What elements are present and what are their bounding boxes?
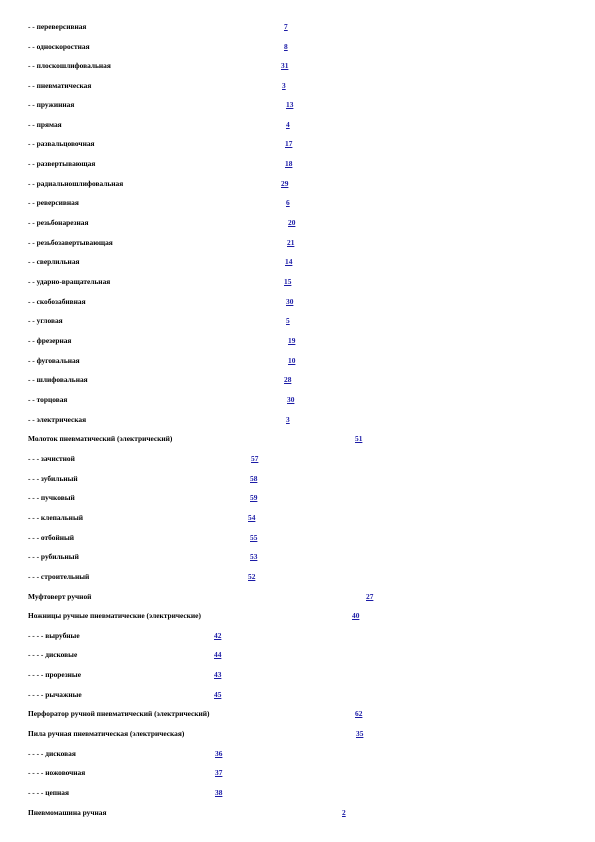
page-number-link[interactable]: 52 xyxy=(248,572,256,581)
index-entry xyxy=(0,649,595,661)
index-entry-label: Пила ручная пневматическая (электрическая) xyxy=(28,729,185,738)
index-entry-label: - - резьбозавертывающая xyxy=(28,238,113,247)
page-number-link[interactable]: 54 xyxy=(248,513,256,522)
index-entry-label: - - - - цепная xyxy=(28,788,69,797)
index-entry xyxy=(0,237,595,249)
page-number-link[interactable]: 7 xyxy=(284,22,288,31)
page-number-link[interactable]: 18 xyxy=(285,159,293,168)
index-entry-label: Перфоратор ручной пневматический (электрический) xyxy=(28,709,210,718)
index-entry-label: - - фрезерная xyxy=(28,336,72,345)
index-entry-label: - - пружинная xyxy=(28,100,75,109)
page-number-link[interactable]: 4 xyxy=(286,120,290,129)
index-entry xyxy=(0,669,595,681)
index-entry-label: Молоток пневматический (электрический) xyxy=(28,434,173,443)
index-entry-label: - - радиальношлифовальная xyxy=(28,179,124,188)
index-entry-label: - - пневматическая xyxy=(28,81,92,90)
page-number-link[interactable]: 13 xyxy=(286,100,294,109)
index-entry xyxy=(0,532,595,544)
index-entry xyxy=(0,414,595,426)
page-number-link[interactable]: 45 xyxy=(214,690,222,699)
index-entry xyxy=(0,394,595,406)
index-entry xyxy=(0,767,595,779)
index-entry-label: - - шлифовальная xyxy=(28,375,88,384)
index-entry-label: - - развальцовочная xyxy=(28,139,95,148)
page-number-link[interactable]: 55 xyxy=(250,533,258,542)
index-entry-label: Пневмомашина ручная xyxy=(28,808,107,817)
index-entry-label: - - прямая xyxy=(28,120,62,129)
page-number-link[interactable]: 43 xyxy=(214,670,222,679)
page-number-link[interactable]: 40 xyxy=(352,611,360,620)
index-entry xyxy=(0,591,595,603)
page-number-link[interactable]: 3 xyxy=(282,81,286,90)
index-entry xyxy=(0,708,595,720)
index-entry xyxy=(0,512,595,524)
page-number-link[interactable]: 36 xyxy=(215,749,223,758)
index-entry xyxy=(0,138,595,150)
index-entry-label: - - реверсивная xyxy=(28,198,79,207)
index-entry xyxy=(0,728,595,740)
page-number-link[interactable]: 58 xyxy=(250,474,258,483)
index-entry xyxy=(0,355,595,367)
index-entry xyxy=(0,119,595,131)
index-entry-label: - - - клепальный xyxy=(28,513,83,522)
index-entry xyxy=(0,217,595,229)
page-number-link[interactable]: 27 xyxy=(366,592,374,601)
index-entry xyxy=(0,335,595,347)
page-number-link[interactable]: 20 xyxy=(288,218,296,227)
page-number-link[interactable]: 8 xyxy=(284,42,288,51)
index-entry-label: - - - рубильный xyxy=(28,552,79,561)
index-entry-label: - - электрическая xyxy=(28,415,87,424)
page-number-link[interactable]: 29 xyxy=(281,179,289,188)
page-number-link[interactable]: 57 xyxy=(251,454,259,463)
index-entry xyxy=(0,492,595,504)
page-number-link[interactable]: 3 xyxy=(286,415,290,424)
index-entry xyxy=(0,473,595,485)
page-number-link[interactable]: 10 xyxy=(288,356,296,365)
index-entry-label: - - переверсивная xyxy=(28,22,87,31)
index-entry xyxy=(0,197,595,209)
index-entry-label: Ножницы ручные пневматические (электрические) xyxy=(28,611,201,620)
index-entry xyxy=(0,630,595,642)
index-entry-label: - - фуговальная xyxy=(28,356,80,365)
page-number-link[interactable]: 2 xyxy=(342,808,346,817)
index-entry-label: - - - - рычажные xyxy=(28,690,82,699)
index-entry xyxy=(0,60,595,72)
index-entry xyxy=(0,80,595,92)
page-number-link[interactable]: 5 xyxy=(286,316,290,325)
index-entry xyxy=(0,41,595,53)
index-entry-label: - - - отбойный xyxy=(28,533,74,542)
index-entry xyxy=(0,276,595,288)
page-number-link[interactable]: 42 xyxy=(214,631,222,640)
index-entry-label: - - - зубильный xyxy=(28,474,78,483)
index-entry xyxy=(0,158,595,170)
page-number-link[interactable]: 30 xyxy=(286,297,294,306)
index-entry xyxy=(0,748,595,760)
page-number-link[interactable]: 35 xyxy=(356,729,364,738)
page-number-link[interactable]: 15 xyxy=(284,277,292,286)
page-number-link[interactable]: 19 xyxy=(288,336,296,345)
index-entry-label: - - - пучковый xyxy=(28,493,75,502)
index-entry-label: - - - зачистной xyxy=(28,454,75,463)
index-entry-label: - - сверлильная xyxy=(28,257,80,266)
page-number-link[interactable]: 59 xyxy=(250,493,258,502)
index-entry-label: - - плоскошлифовальная xyxy=(28,61,111,70)
index-entry xyxy=(0,551,595,563)
index-entry-label: - - развертывающая xyxy=(28,159,96,168)
index-entry-label: - - - - ножовочная xyxy=(28,768,86,777)
page-number-link[interactable]: 62 xyxy=(355,709,363,718)
page-number-link[interactable]: 37 xyxy=(215,768,223,777)
index-entry-label: - - - - вырубные xyxy=(28,631,80,640)
page-number-link[interactable]: 31 xyxy=(281,61,289,70)
page-number-link[interactable]: 28 xyxy=(284,375,292,384)
index-entry-label: - - скобозабивная xyxy=(28,297,86,306)
page-number-link[interactable]: 14 xyxy=(285,257,293,266)
index-entry xyxy=(0,610,595,622)
page-number-link[interactable]: 51 xyxy=(355,434,363,443)
index-entry xyxy=(0,374,595,386)
page-number-link[interactable]: 21 xyxy=(287,238,295,247)
index-entry-label: Муфтоверт ручной xyxy=(28,592,92,601)
index-entry-label: - - торцовая xyxy=(28,395,68,404)
index-entry-label: - - - - дисковая xyxy=(28,749,76,758)
index-entry xyxy=(0,433,595,445)
page-number-link[interactable]: 53 xyxy=(250,552,258,561)
page-number-link[interactable]: 17 xyxy=(285,139,293,148)
index-entry-label: - - резьбонарезная xyxy=(28,218,89,227)
index-entry xyxy=(0,787,595,799)
page-number-link[interactable]: 30 xyxy=(287,395,295,404)
index-entry-label: - - - - дисковые xyxy=(28,650,78,659)
page-number-link[interactable]: 44 xyxy=(214,650,222,659)
page-number-link[interactable]: 38 xyxy=(215,788,223,797)
index-entry xyxy=(0,99,595,111)
index-entry-label: - - ударно-вращательная xyxy=(28,277,111,286)
index-entry xyxy=(0,453,595,465)
index-entry xyxy=(0,21,595,33)
index-entry-label: - - - строительный xyxy=(28,572,90,581)
index-entry-label: - - угловая xyxy=(28,316,63,325)
index-entry xyxy=(0,178,595,190)
index-entry xyxy=(0,296,595,308)
index-entry xyxy=(0,315,595,327)
index-entry xyxy=(0,807,595,819)
index-entry xyxy=(0,689,595,701)
index-entry-label: - - - - прорезные xyxy=(28,670,81,679)
index-entry xyxy=(0,256,595,268)
index-entry xyxy=(0,571,595,583)
index-entry-label: - - односкоростная xyxy=(28,42,90,51)
page-number-link[interactable]: 6 xyxy=(286,198,290,207)
